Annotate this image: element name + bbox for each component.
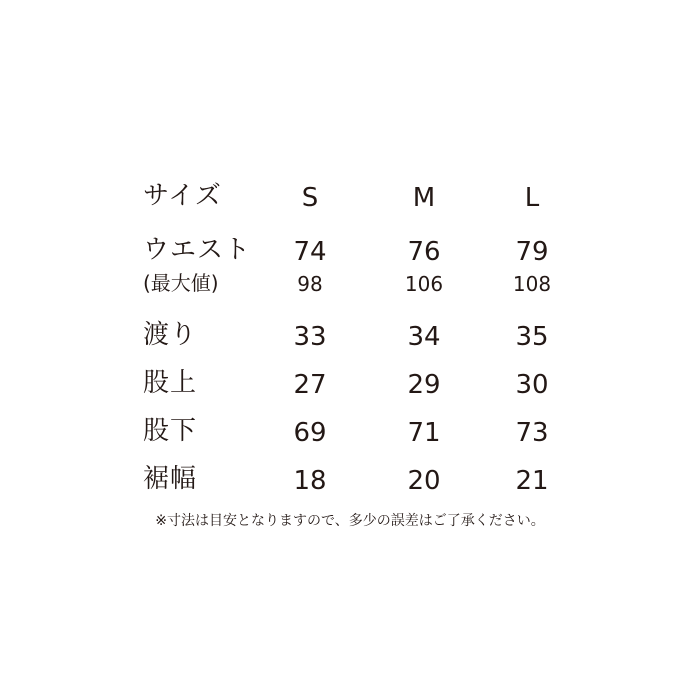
thigh-m: 34 bbox=[407, 322, 441, 352]
hem-l: 21 bbox=[515, 466, 549, 496]
row-label-waist: ウエスト bbox=[143, 235, 252, 265]
waist-l: 79 bbox=[515, 237, 549, 267]
rise-l: 30 bbox=[515, 370, 549, 400]
inseam-m: 71 bbox=[407, 418, 441, 448]
inseam-s: 69 bbox=[293, 418, 327, 448]
hem-s: 18 bbox=[293, 466, 327, 496]
measurement-note: ※寸法は目安となりますので、多少の誤差はご了承ください。 bbox=[155, 513, 545, 529]
waist-max-s: 98 bbox=[297, 272, 323, 296]
rise-m: 29 bbox=[407, 370, 441, 400]
size-header-s: S bbox=[301, 183, 319, 213]
row-label-hem: 裾幅 bbox=[143, 464, 198, 494]
header-label: サイズ bbox=[143, 181, 222, 211]
inseam-l: 73 bbox=[515, 418, 549, 448]
row-sublabel-waist-max: (最大値) bbox=[143, 271, 219, 295]
waist-m: 76 bbox=[407, 237, 441, 267]
waist-max-m: 106 bbox=[404, 272, 444, 296]
waist-max-l: 108 bbox=[512, 272, 552, 296]
hem-m: 20 bbox=[407, 466, 441, 496]
row-label-inseam: 股下 bbox=[143, 416, 198, 446]
rise-s: 27 bbox=[293, 370, 327, 400]
row-label-thigh: 渡り bbox=[143, 320, 198, 350]
thigh-l: 35 bbox=[515, 322, 549, 352]
thigh-s: 33 bbox=[293, 322, 327, 352]
size-header-m: M bbox=[412, 183, 436, 213]
size-header-l: L bbox=[524, 183, 540, 213]
waist-s: 74 bbox=[293, 237, 327, 267]
row-label-rise: 股上 bbox=[143, 368, 198, 398]
